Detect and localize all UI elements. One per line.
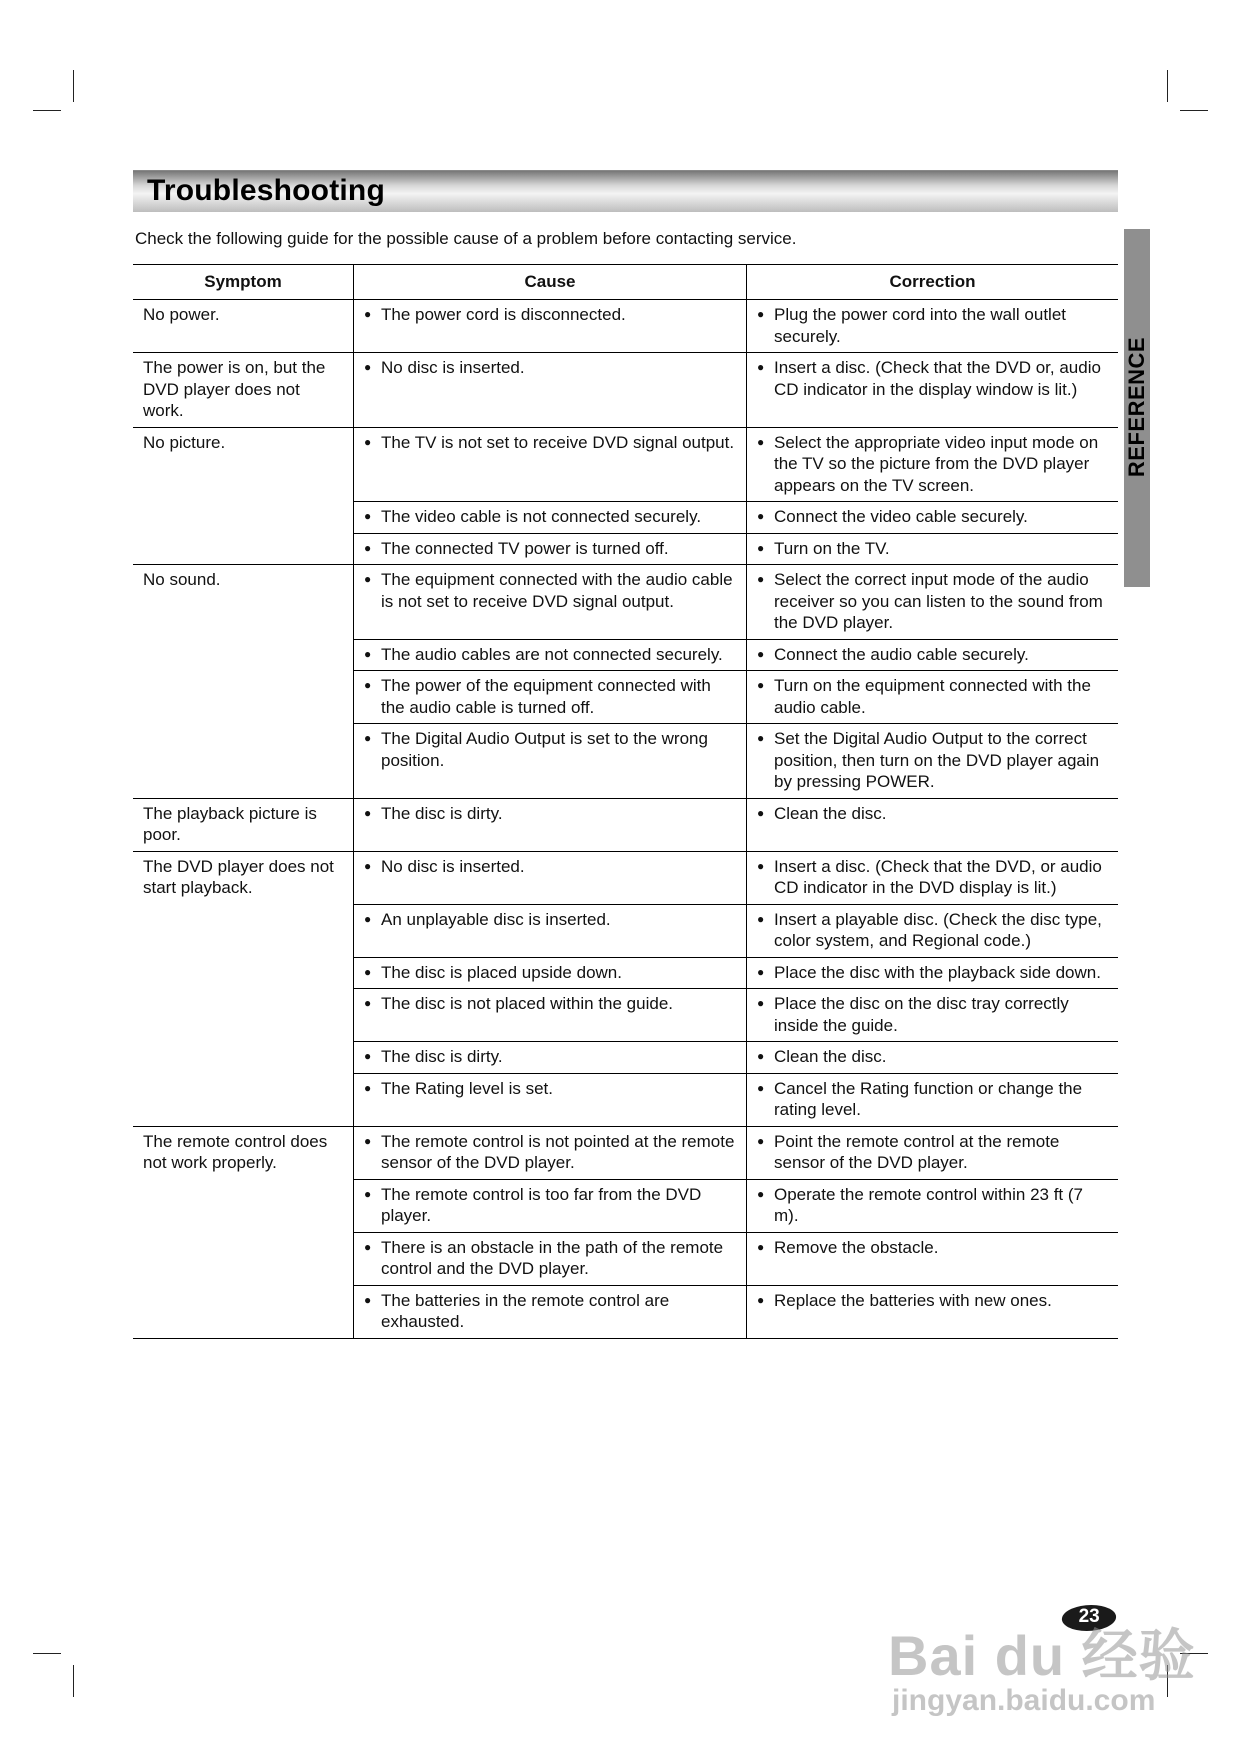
- cause-cell: ● The Digital Audio Output is set to the wrong position.: [354, 724, 747, 799]
- crop-mark: [73, 1665, 74, 1697]
- correction-cell: ● Cancel the Rating function or change the rating level.: [747, 1073, 1119, 1126]
- correction-cell: ● Turn on the equipment connected with the audio cable.: [747, 671, 1119, 724]
- intro-text: Check the following guide for the possible cause of a problem before contacting service.: [135, 229, 797, 248]
- symptom-cell: No sound.: [133, 565, 354, 799]
- symptom-cell: The power is on, but the DVD player does not work.: [133, 353, 354, 428]
- column-header-correction: Correction: [747, 265, 1119, 300]
- cause-cell: ● The disc is placed upside down.: [354, 957, 747, 989]
- cause-cell: ● An unplayable disc is inserted.: [354, 904, 747, 957]
- cause-cell: ● The equipment connected with the audio cable is not set to receive DVD signal output.: [354, 565, 747, 640]
- watermark-logo: Bai du 经验: [888, 1624, 1196, 1687]
- correction-cell: ● Select the appropriate video input mode on the TV so the picture from the DVD player appears on the TV screen.: [747, 427, 1119, 502]
- correction-cell: ● Select the correct input mode of the audio receiver so you can listen to the sound from the DVD player.: [747, 565, 1119, 640]
- table-row: [133, 1126, 1118, 1179]
- symptom-cell: The playback picture is poor.: [133, 798, 354, 851]
- correction-cell: ● Replace the batteries with new ones.: [747, 1285, 1119, 1338]
- watermark-url: jingyan.baidu.com: [892, 1684, 1156, 1717]
- cause-cell: ● The disc is dirty.: [354, 1042, 747, 1074]
- correction-cell: ● Clean the disc.: [747, 798, 1119, 851]
- cause-cell: ● The batteries in the remote control are exhausted.: [354, 1285, 747, 1338]
- correction-cell: ● Set the Digital Audio Output to the correct position, then turn on the DVD player again by pressing POWER.: [747, 724, 1119, 799]
- correction-cell: ● Insert a disc. (Check that the DVD, or audio CD indicator in the DVD display is lit.): [747, 851, 1119, 904]
- correction-cell: ● Clean the disc.: [747, 1042, 1119, 1074]
- cause-cell: ● There is an obstacle in the path of the remote control and the DVD player.: [354, 1232, 747, 1285]
- correction-cell: ● Place the disc on the disc tray correctly inside the guide.: [747, 989, 1119, 1042]
- cause-cell: ● The remote control is not pointed at the remote sensor of the DVD player.: [354, 1126, 747, 1179]
- side-tab-label: REFERENCE: [1124, 336, 1149, 478]
- crop-mark: [73, 70, 74, 102]
- table-header-row: [133, 265, 1118, 300]
- symptom-cell: No picture.: [133, 427, 354, 565]
- crop-mark: [33, 110, 61, 111]
- correction-cell: ● Place the disc with the playback side down.: [747, 957, 1119, 989]
- cause-cell: ● No disc is inserted.: [354, 353, 747, 428]
- cause-cell: ● The disc is not placed within the guide.: [354, 989, 747, 1042]
- cause-cell: ● The TV is not set to receive DVD signal output.: [354, 427, 747, 502]
- column-header-symptom: Symptom: [133, 265, 354, 300]
- section-title-bar: [133, 170, 1118, 212]
- table-row: [133, 565, 1118, 640]
- page-title: Troubleshooting: [147, 174, 385, 207]
- crop-mark: [33, 1653, 61, 1654]
- crop-mark: [1167, 70, 1168, 102]
- correction-cell: ● Plug the power cord into the wall outlet securely.: [747, 300, 1119, 353]
- cause-cell: ● The Rating level is set.: [354, 1073, 747, 1126]
- symptom-cell: No power.: [133, 300, 354, 353]
- table-body: [133, 300, 1118, 1339]
- correction-cell: ● Insert a disc. (Check that the DVD or, audio CD indicator in the display window is lit.): [747, 353, 1119, 428]
- page-number: 23: [1078, 1606, 1100, 1627]
- correction-cell: ● Turn on the TV.: [747, 533, 1119, 565]
- table-row: [133, 353, 1118, 428]
- column-header-cause: Cause: [354, 265, 747, 300]
- correction-cell: ● Point the remote control at the remote sensor of the DVD player.: [747, 1126, 1119, 1179]
- correction-cell: ● Connect the audio cable securely.: [747, 639, 1119, 671]
- cause-cell: ● The video cable is not connected securely.: [354, 502, 747, 534]
- correction-cell: ● Operate the remote control within 23 ft (7 m).: [747, 1179, 1119, 1232]
- correction-cell: ● Connect the video cable securely.: [747, 502, 1119, 534]
- section-side-tab: [1124, 229, 1150, 587]
- cause-cell: ● The power cord is disconnected.: [354, 300, 747, 353]
- correction-cell: ● Insert a playable disc. (Check the disc type, color system, and Regional code.): [747, 904, 1119, 957]
- cause-cell: ● The power of the equipment connected with the audio cable is turned off.: [354, 671, 747, 724]
- table-row: [133, 300, 1118, 353]
- cause-cell: ● The connected TV power is turned off.: [354, 533, 747, 565]
- cause-cell: ● The remote control is too far from the DVD player.: [354, 1179, 747, 1232]
- symptom-cell: The remote control does not work properly.: [133, 1126, 354, 1338]
- correction-cell: ● Remove the obstacle.: [747, 1232, 1119, 1285]
- table-row: [133, 851, 1118, 904]
- crop-mark: [1180, 110, 1208, 111]
- cause-cell: ● The disc is dirty.: [354, 798, 747, 851]
- troubleshooting-table: [133, 264, 1118, 1339]
- table-row: [133, 427, 1118, 502]
- table-row: [133, 798, 1118, 851]
- cause-cell: ● The audio cables are not connected securely.: [354, 639, 747, 671]
- cause-cell: ● No disc is inserted.: [354, 851, 747, 904]
- symptom-cell: The DVD player does not start playback.: [133, 851, 354, 1126]
